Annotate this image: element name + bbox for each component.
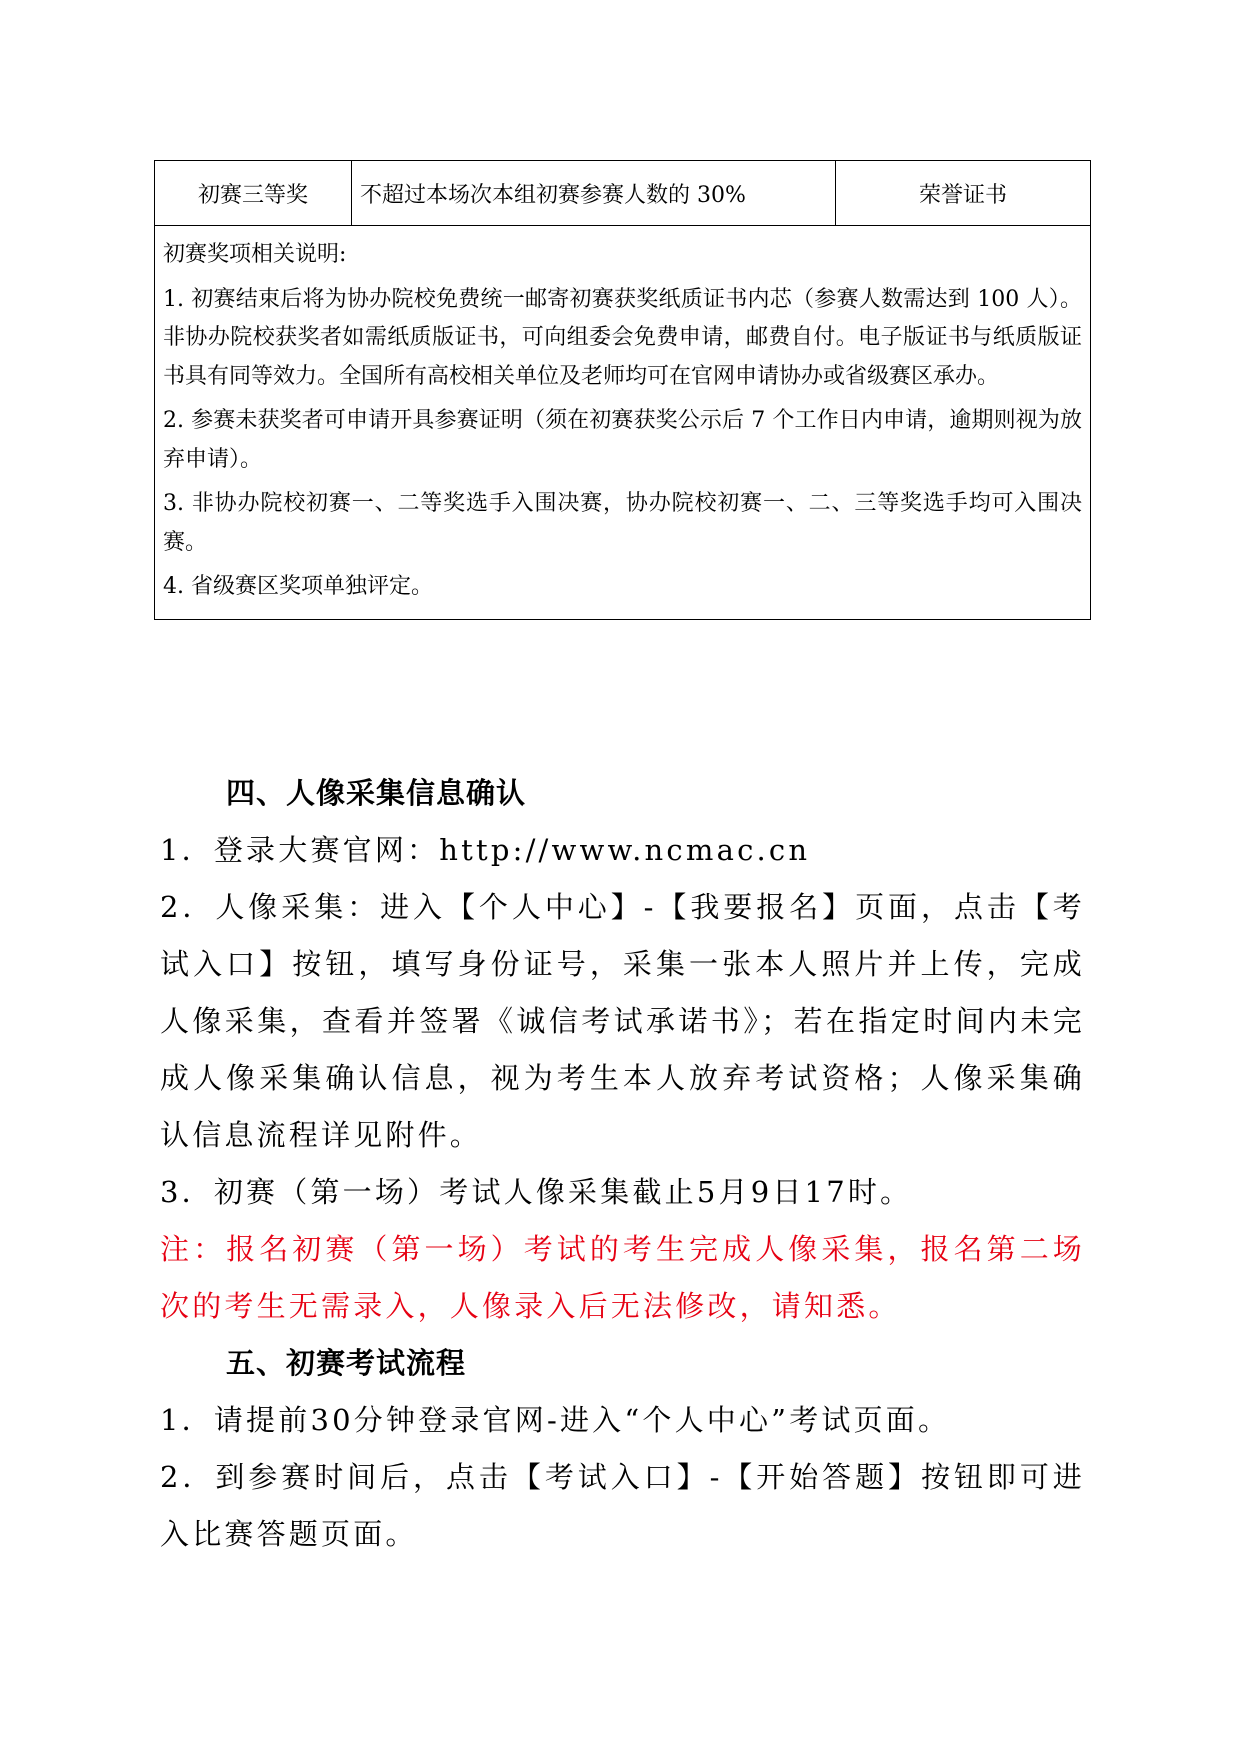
- award-note-1: 1. 初赛结束后将为协办院校免费统一邮寄初赛获奖纸质证书内芯（参赛人数需达到 100 人）。非协办院校获奖者如需纸质版证书，可向组委会免费申请，邮费自付。电子版证书与纸质版证书具有同等效力。全国所有高校相关单位及老师均可在官网申请协办或省级赛区承办。: [163, 286, 1082, 389]
- section4-heading: 四、人像采集信息确认: [226, 776, 527, 810]
- award-criteria-cell: 不超过本场次本组初赛参赛人数的 30%: [352, 161, 836, 225]
- award-name-cell: 初赛三等奖: [155, 161, 352, 225]
- award-note-2: 2. 参赛未获奖者可申请开具参赛证明（须在初赛获奖公示后 7 个工作日内申请，逾期则视为放弃申请）。: [163, 408, 1082, 472]
- award-row-third-prize: [155, 161, 1090, 226]
- section4-item-1: 1．登录大赛官网：http://www.ncmac.cn: [160, 833, 811, 867]
- section5-heading: 五、初赛考试流程: [226, 1346, 467, 1380]
- award-table: [154, 160, 1091, 620]
- document-body: [160, 765, 1085, 1563]
- award-note-4: 4. 省级赛区奖项单独评定。: [163, 574, 433, 599]
- section4-note: 注：报名初赛（第一场）考试的考生完成人像采集，报名第二场次的考生无需录入，人像录入后无法修改，请知悉。: [160, 1232, 1085, 1323]
- section4-item-3: 3．初赛（第一场）考试人像采集截止5月9日17时。: [160, 1175, 913, 1209]
- award-notes: [155, 226, 1090, 619]
- award-note-3: 3. 非协办院校初赛一、二等奖选手入围决赛，协办院校初赛一、二、三等奖选手均可入围决赛。: [163, 491, 1082, 555]
- section5-item-2: 2．到参赛时间后，点击【考试入口】-【开始答题】按钮即可进入比赛答题页面。: [160, 1460, 1085, 1551]
- award-notes-title: 初赛奖项相关说明:: [163, 242, 347, 267]
- section4-item-2: 2．人像采集：进入【个人中心】-【我要报名】页面，点击【考试入口】按钮，填写身份证号，采集一张本人照片并上传，完成人像采集，查看并签署《诚信考试承诺书》；若在指定时间内未完成人像采集确认信息，视为考生本人放弃考试资格；人像采集确认信息流程详见附件。: [160, 890, 1085, 1152]
- award-prize-cell: 荣誉证书: [918, 182, 1007, 208]
- section5-item-1: 1．请提前30分钟登录官网-进入“个人中心”考试页面。: [160, 1403, 951, 1437]
